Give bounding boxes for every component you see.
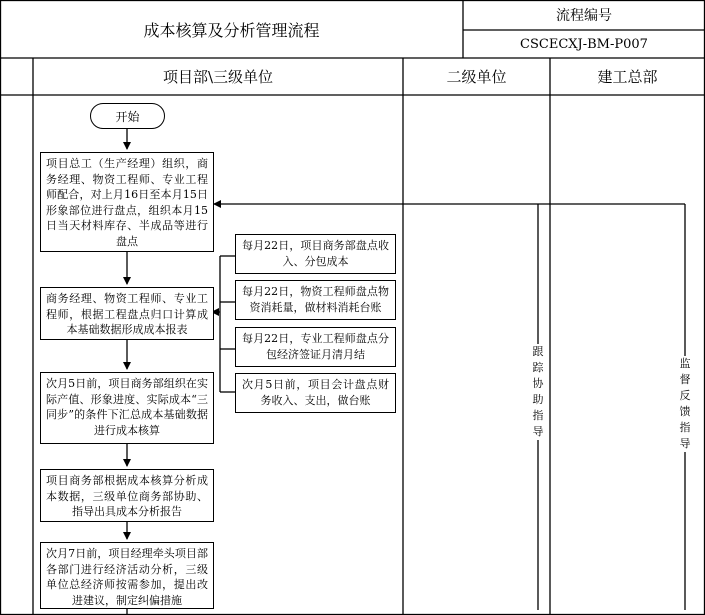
- page-title: 成本核算及分析管理流程: [143, 20, 320, 40]
- hq-note: 监督反馈指导: [679, 357, 691, 450]
- side-step-4-box: 次月5日前，项目会计盘点财务收入、支出，做台账: [235, 373, 396, 413]
- side-step-1-box: 每月22日，项目商务部盘点收入、分包成本: [235, 234, 396, 274]
- process-number-label: 流程编号: [556, 8, 612, 24]
- side-step-2-box: 每月22日，物资工程师盘点物资消耗量，做材料消耗台账: [235, 280, 396, 320]
- lane-header-project: 项目部\三级单位: [162, 68, 274, 86]
- process-number: CSCECXJ-BM-P007: [520, 36, 648, 52]
- second-level-note: 跟踪协助指导: [532, 345, 544, 438]
- start-node: 开始: [90, 103, 165, 129]
- lane-header-hq: 建工总部: [597, 68, 658, 86]
- step-3-box: 次月5日前，项目商务部组织在实际产值、形象进度、实际成本“三同步”的条件下汇总成本基础数据进行成本核算: [40, 372, 214, 444]
- step-4-box: 项目商务部根据成本核算分析成本数据，三级单位商务部协助、指导出具成本分析报告: [40, 469, 214, 522]
- step-2-box: 商务经理、物资工程师、专业工程师，根据工程盘点归口计算成本基础数据形成成本报表: [40, 287, 214, 340]
- lane-header-second: 二级单位: [446, 68, 507, 86]
- side-step-3-box: 每月22日，专业工程师盘点分包经济签证月清月结: [235, 327, 396, 367]
- step-5-box: 次月7日前，项目经理牵头项目部各部门进行经济活动分析，三级单位总经济师按需参加，提出改进建议，制定纠偏措施: [40, 542, 214, 609]
- step-1-box: 项目总工（生产经理）组织，商务经理、物资工程师、专业工程师配合，对上月16日至本月15日形象部位进行盘点，组织本月15日当天材料库存、半成品等进行盘点: [40, 152, 214, 252]
